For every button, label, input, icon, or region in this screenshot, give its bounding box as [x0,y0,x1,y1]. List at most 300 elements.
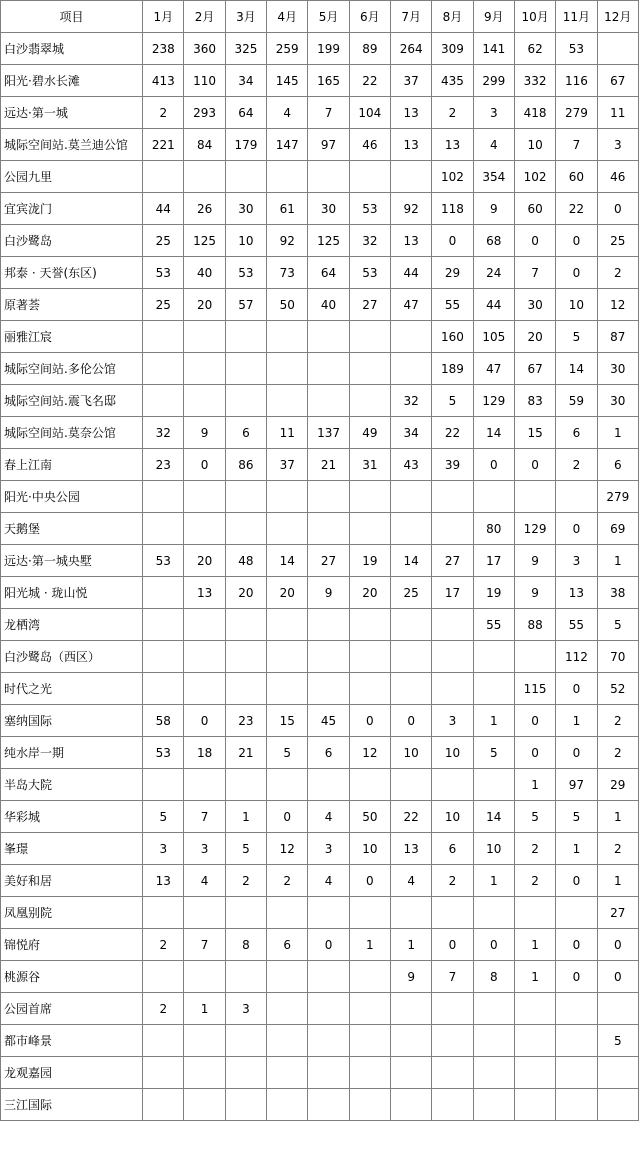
month-value [432,641,473,673]
month-value: 53 [349,257,390,289]
table-row [1,993,639,1025]
month-value: 40 [308,289,349,321]
month-value: 34 [390,417,431,449]
month-value: 0 [267,801,308,833]
month-value [184,609,225,641]
month-value [349,673,390,705]
month-value [473,1089,514,1121]
month-value: 25 [143,225,184,257]
month-value: 58 [143,705,184,737]
month-value [308,385,349,417]
month-value: 10 [556,289,597,321]
month-value: 0 [184,449,225,481]
month-value: 49 [349,417,390,449]
header-month: 12月 [597,1,638,33]
month-value: 137 [308,417,349,449]
month-value: 13 [390,129,431,161]
project-name: 龙观嘉园 [1,1057,143,1089]
month-value [225,609,266,641]
month-value: 47 [473,353,514,385]
month-value: 6 [432,833,473,865]
month-value: 53 [143,737,184,769]
month-value: 1 [473,705,514,737]
table-row [1,193,639,225]
month-value: 9 [308,577,349,609]
month-value: 20 [514,321,555,353]
month-value: 3 [225,993,266,1025]
month-value: 165 [308,65,349,97]
month-value: 30 [597,353,638,385]
month-value: 279 [556,97,597,129]
month-value [390,1089,431,1121]
month-value: 52 [597,673,638,705]
month-value [349,961,390,993]
header-month: 7月 [390,1,431,33]
month-value [267,1025,308,1057]
month-value: 1 [556,705,597,737]
project-name: 华彩城 [1,801,143,833]
month-value [225,1089,266,1121]
month-value: 55 [473,609,514,641]
month-value [143,1057,184,1089]
month-value: 64 [308,257,349,289]
project-name: 龙栖湾 [1,609,143,641]
month-value: 64 [225,97,266,129]
month-value [432,1025,473,1057]
month-value: 7 [514,257,555,289]
table-row [1,33,639,65]
month-value: 435 [432,65,473,97]
table-row [1,641,639,673]
month-value: 14 [267,545,308,577]
month-value: 0 [473,449,514,481]
month-value: 9 [184,417,225,449]
month-value: 125 [308,225,349,257]
month-value [225,161,266,193]
month-value: 141 [473,33,514,65]
month-value: 0 [473,929,514,961]
header-month: 1月 [143,1,184,33]
month-value [225,513,266,545]
month-value [308,1025,349,1057]
month-value [473,897,514,929]
month-value: 189 [432,353,473,385]
month-value [349,769,390,801]
header-month: 3月 [225,1,266,33]
month-value [184,1025,225,1057]
table-row [1,513,639,545]
month-value [225,961,266,993]
project-name: 远达·第一城央墅 [1,545,143,577]
month-value [267,1089,308,1121]
month-value: 11 [267,417,308,449]
month-value [184,161,225,193]
month-value [390,673,431,705]
month-value: 47 [390,289,431,321]
month-value: 14 [390,545,431,577]
month-value: 0 [184,705,225,737]
month-value [184,385,225,417]
month-value: 24 [473,257,514,289]
month-value: 8 [225,929,266,961]
month-value: 3 [597,129,638,161]
month-value: 67 [514,353,555,385]
month-value: 86 [225,449,266,481]
project-name: 阳光城 · 珑山悦 [1,577,143,609]
month-value [390,321,431,353]
month-value: 4 [184,865,225,897]
month-value [597,993,638,1025]
month-value: 32 [349,225,390,257]
month-value: 59 [556,385,597,417]
month-value: 19 [349,545,390,577]
month-value: 53 [143,545,184,577]
month-value: 53 [556,33,597,65]
month-value: 4 [390,865,431,897]
month-value [349,353,390,385]
month-value [432,1057,473,1089]
month-value: 30 [597,385,638,417]
project-name: 白沙鹭岛 [1,225,143,257]
month-value [267,321,308,353]
month-value [267,897,308,929]
table-row [1,545,639,577]
month-value: 0 [556,865,597,897]
month-value: 80 [473,513,514,545]
header-month: 9月 [473,1,514,33]
month-value: 3 [184,833,225,865]
month-value [308,641,349,673]
project-name: 宜宾泷门 [1,193,143,225]
month-value: 13 [143,865,184,897]
month-value: 20 [225,577,266,609]
month-value [390,609,431,641]
month-value [184,321,225,353]
month-value [143,321,184,353]
month-value: 6 [597,449,638,481]
month-value [390,513,431,545]
month-value [308,321,349,353]
month-value: 12 [267,833,308,865]
month-value [143,641,184,673]
month-value [308,1089,349,1121]
month-value: 20 [184,289,225,321]
month-value: 68 [473,225,514,257]
month-value [225,1057,266,1089]
month-value [349,161,390,193]
month-value: 4 [308,865,349,897]
month-value: 0 [597,193,638,225]
project-name: 天鹅堡 [1,513,143,545]
month-value [184,1089,225,1121]
month-value: 2 [143,97,184,129]
month-value [308,513,349,545]
month-value: 53 [349,193,390,225]
month-value [267,673,308,705]
month-value: 0 [308,929,349,961]
month-value: 0 [556,225,597,257]
month-value: 332 [514,65,555,97]
header-month: 11月 [556,1,597,33]
month-value: 0 [597,961,638,993]
month-value [143,353,184,385]
month-value: 34 [225,65,266,97]
table-row [1,801,639,833]
table-row [1,289,639,321]
month-value: 26 [184,193,225,225]
month-value [349,321,390,353]
project-name: 邦泰 · 天誉(东区) [1,257,143,289]
month-value [390,993,431,1025]
month-value: 20 [267,577,308,609]
month-value [184,353,225,385]
table-row [1,673,639,705]
month-value [225,353,266,385]
project-name: 美好和居 [1,865,143,897]
table-row [1,129,639,161]
month-value: 3 [308,833,349,865]
month-value: 125 [184,225,225,257]
table-row [1,161,639,193]
month-value: 9 [514,577,555,609]
header-month: 6月 [349,1,390,33]
month-value: 7 [184,929,225,961]
month-value [597,33,638,65]
month-value: 6 [225,417,266,449]
month-value [349,513,390,545]
table-row [1,609,639,641]
month-value: 17 [473,545,514,577]
month-value [473,481,514,513]
month-value [473,769,514,801]
month-value [308,769,349,801]
project-name: 锦悦府 [1,929,143,961]
month-value [349,609,390,641]
month-value: 5 [514,801,555,833]
month-value: 1 [514,929,555,961]
month-value: 22 [432,417,473,449]
table-row [1,353,639,385]
table-row [1,577,639,609]
month-value [390,481,431,513]
table-row [1,897,639,929]
project-name: 原著荟 [1,289,143,321]
month-value [308,961,349,993]
month-value: 5 [225,833,266,865]
month-value: 50 [349,801,390,833]
month-value: 0 [556,513,597,545]
month-value [267,769,308,801]
month-value: 23 [225,705,266,737]
month-value: 21 [225,737,266,769]
month-value: 13 [184,577,225,609]
project-name: 公园九里 [1,161,143,193]
month-value [514,641,555,673]
month-value: 37 [267,449,308,481]
month-value: 46 [597,161,638,193]
month-value [349,897,390,929]
month-value: 55 [556,609,597,641]
project-name: 城际空间站.震飞名邸 [1,385,143,417]
month-value: 1 [473,865,514,897]
month-value [184,673,225,705]
month-value: 9 [473,193,514,225]
month-value [473,1057,514,1089]
month-value [514,481,555,513]
month-value: 418 [514,97,555,129]
month-value [184,641,225,673]
month-value: 2 [267,865,308,897]
month-value: 413 [143,65,184,97]
project-name: 白沙翡翠城 [1,33,143,65]
month-value [143,897,184,929]
project-name: 公园首席 [1,993,143,1025]
table-row [1,1025,639,1057]
month-value [267,481,308,513]
month-value: 8 [473,961,514,993]
month-value [143,1089,184,1121]
month-value: 69 [597,513,638,545]
month-value: 10 [473,833,514,865]
month-value [184,897,225,929]
month-value: 104 [349,97,390,129]
month-value: 0 [514,737,555,769]
month-value [143,1025,184,1057]
month-value: 1 [225,801,266,833]
month-value [225,481,266,513]
header-item: 项目 [1,1,143,33]
project-name: 桃源谷 [1,961,143,993]
month-value [473,673,514,705]
project-name: 城际空间站.多伦公馆 [1,353,143,385]
month-value: 6 [308,737,349,769]
project-name: 阳光·碧水长滩 [1,65,143,97]
month-value: 9 [514,545,555,577]
month-value [267,993,308,1025]
table-row [1,225,639,257]
month-value: 309 [432,33,473,65]
month-value: 2 [597,737,638,769]
month-value: 40 [184,257,225,289]
month-value: 2 [143,993,184,1025]
month-value [432,897,473,929]
month-value: 14 [473,801,514,833]
table-row [1,833,639,865]
month-value: 2 [225,865,266,897]
month-value: 19 [473,577,514,609]
month-value: 13 [432,129,473,161]
month-value [225,321,266,353]
month-value: 145 [267,65,308,97]
month-value: 45 [308,705,349,737]
month-value [308,353,349,385]
month-value [432,609,473,641]
table-row [1,481,639,513]
month-value: 179 [225,129,266,161]
month-value [556,993,597,1025]
month-value: 0 [556,961,597,993]
month-value: 2 [514,833,555,865]
month-value: 44 [473,289,514,321]
month-value: 238 [143,33,184,65]
month-value: 3 [473,97,514,129]
month-value: 22 [556,193,597,225]
month-value [390,161,431,193]
month-value: 6 [556,417,597,449]
month-value [267,385,308,417]
month-value: 0 [597,929,638,961]
month-value: 2 [432,865,473,897]
month-value: 21 [308,449,349,481]
month-value: 13 [556,577,597,609]
month-value [556,1025,597,1057]
month-value [349,1089,390,1121]
month-value: 13 [390,225,431,257]
month-value: 2 [556,449,597,481]
month-value: 129 [514,513,555,545]
month-value: 112 [556,641,597,673]
month-value: 5 [267,737,308,769]
month-value: 2 [597,257,638,289]
month-value: 88 [514,609,555,641]
project-name: 城际空间站.莫兰迪公馆 [1,129,143,161]
month-value: 23 [143,449,184,481]
month-value [349,1025,390,1057]
month-value [390,1025,431,1057]
project-name: 时代之光 [1,673,143,705]
month-value [432,1089,473,1121]
month-value [184,769,225,801]
month-value [143,513,184,545]
month-value: 5 [597,1025,638,1057]
month-value [308,1057,349,1089]
month-value: 5 [143,801,184,833]
month-value: 27 [308,545,349,577]
month-value: 279 [597,481,638,513]
month-value: 18 [184,737,225,769]
month-value: 38 [597,577,638,609]
month-value [225,1025,266,1057]
table-row [1,1089,639,1121]
month-value: 46 [349,129,390,161]
month-value: 12 [349,737,390,769]
table-row [1,865,639,897]
month-value [143,609,184,641]
month-value [225,897,266,929]
header-month: 2月 [184,1,225,33]
month-value [267,161,308,193]
month-value: 43 [390,449,431,481]
month-value [225,385,266,417]
month-value: 1 [597,417,638,449]
month-value: 118 [432,193,473,225]
month-value: 147 [267,129,308,161]
month-value: 1 [597,801,638,833]
month-value [390,897,431,929]
project-name: 三江国际 [1,1089,143,1121]
month-value: 57 [225,289,266,321]
month-value: 84 [184,129,225,161]
month-value [143,385,184,417]
month-value [556,1089,597,1121]
project-name: 半岛大院 [1,769,143,801]
month-value [597,1089,638,1121]
month-value: 31 [349,449,390,481]
month-value: 2 [597,705,638,737]
month-value: 60 [556,161,597,193]
month-value: 129 [473,385,514,417]
month-value [225,641,266,673]
